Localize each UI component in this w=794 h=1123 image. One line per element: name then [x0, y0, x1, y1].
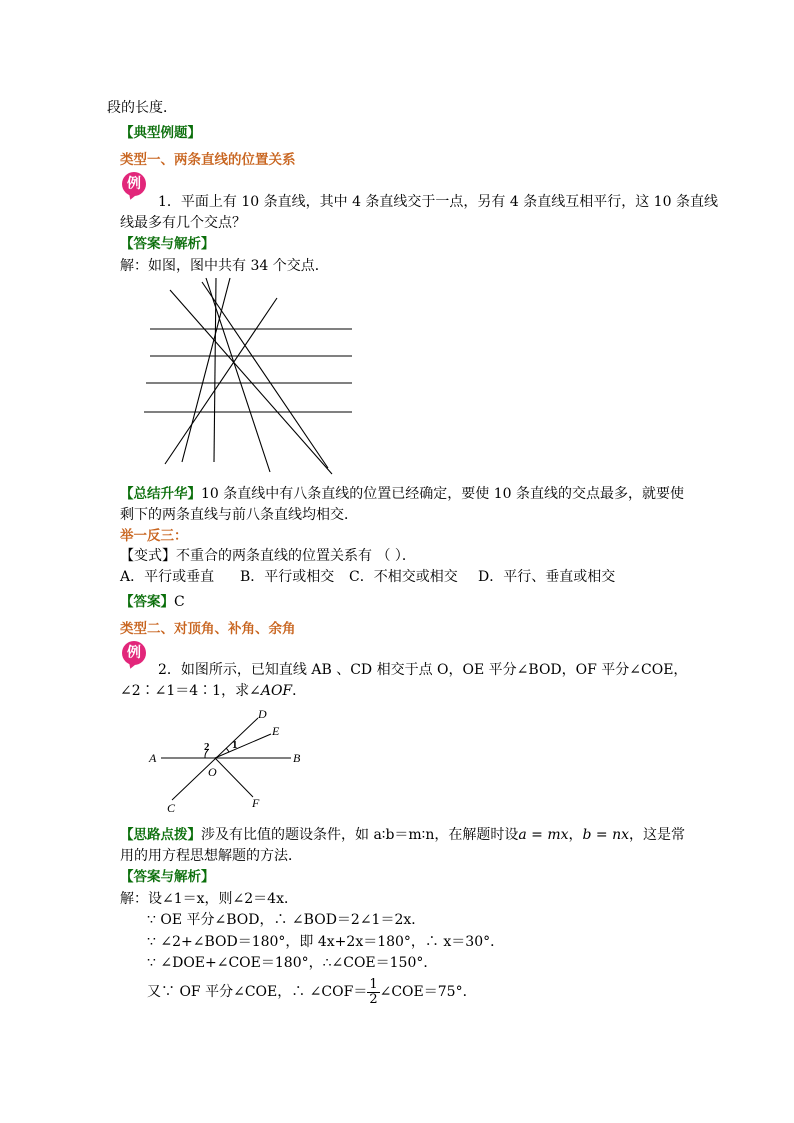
label-angle-1: 1: [232, 739, 238, 751]
option-b: B．平行或相交: [240, 569, 335, 585]
answer1-label: 【答案与解析】: [120, 236, 215, 252]
type1-heading: 类型一、两条直线的位置关系: [120, 152, 296, 168]
practice-answer-label: 【答案】: [120, 594, 174, 610]
fraction-numerator: 1: [369, 976, 378, 992]
summary-line1: [120, 484, 684, 504]
concurrent-line-2: [170, 290, 332, 474]
label-d: D: [258, 707, 267, 721]
practice-answer-value: C: [174, 594, 185, 610]
hint-line2: 用的用方程思想解题的方法．: [120, 848, 302, 864]
concurrent-line-4: [182, 278, 230, 462]
question1-line1: 1．平面上有 10 条直线，其中 4 条直线交于一点，另有 4 条直线互相平行，这 10 条直线: [158, 194, 718, 210]
hint-text-e: ，这是常: [629, 827, 686, 843]
question2-text-a: ∠2∶∠1＝4∶1，求∠: [120, 683, 261, 699]
hint-formula-b: b = nx: [582, 827, 630, 843]
summary-line2: 剩下的两条直线与前八条直线均相交．: [120, 507, 358, 523]
label-e: E: [272, 724, 280, 738]
question2-angle: AOF: [260, 683, 293, 699]
variant-question: 【变式】不重合的两条直线的位置关系有 （ ）．: [120, 548, 416, 564]
answer2-label: 【答案与解析】: [120, 869, 215, 885]
ray-of: [215, 758, 253, 797]
answer2-step3: ∵ ∠2+∠BOD＝180°，即 4x+2x＝180°，∴ x＝30°．: [147, 934, 505, 950]
answer2-step5: [147, 975, 477, 1009]
fraction-denominator: 2: [369, 991, 378, 1007]
answer2-step5-a: 又∵ OF 平分∠COE，∴ ∠COF＝: [147, 984, 368, 1000]
option-c: C．不相交或相交: [349, 569, 458, 585]
angle-arc-1: [226, 748, 229, 752]
answer2-step5-b: ∠COE＝75°．: [379, 984, 477, 1000]
figure-intersecting-lines: [145, 704, 325, 816]
question2-text-c: ．: [292, 683, 307, 699]
question2-line1: 2．如图所示，已知直线 AB 、CD 相交于点 O，OE 平分∠BOD，OF 平分∠COE，: [158, 662, 688, 678]
concurrent-line-3: [202, 282, 328, 468]
answer2-step2: ∵ OE 平分∠BOD，∴ ∠BOD＝2∠1＝2x．: [147, 912, 426, 928]
summary-text-1: 10 条直线中有八条直线的位置已经确定，要使 10 条直线的交点最多，就要使: [201, 486, 684, 502]
example-badge-2: 例: [122, 641, 146, 665]
intro-line: 段的长度．: [107, 100, 177, 116]
hint-formula-a: a = mx: [518, 827, 569, 843]
hint-text-c: ，: [568, 827, 583, 843]
option-d: D．平行、垂直或相交: [478, 569, 616, 585]
line-cd: [172, 718, 258, 800]
label-c: C: [167, 801, 176, 815]
label-angle-2: 2: [204, 741, 210, 753]
hint-label: 【思路点拨】: [120, 827, 201, 843]
summary-label: 【总结升华】: [120, 486, 201, 502]
example-badge-1: 例: [122, 172, 146, 196]
answer2-step1: 解：设∠1＝x，则∠2＝4x．: [120, 891, 298, 907]
hint-line1: [120, 825, 685, 845]
label-b: B: [293, 751, 301, 765]
type2-heading: 类型二、对顶角、补角、余角: [120, 621, 296, 637]
label-o: O: [208, 765, 217, 779]
fraction-one-half: [367, 978, 379, 1007]
figure-ten-lines: [140, 276, 370, 476]
label-a: A: [149, 751, 157, 765]
answer2-step4: ∵ ∠DOE+∠COE＝180°，∴∠COE＝150°．: [147, 955, 438, 971]
section-examples-heading: 【典型例题】: [120, 125, 201, 141]
practice-heading: 举一反三：: [120, 528, 188, 544]
label-f: F: [252, 796, 260, 810]
practice-answer: [120, 592, 185, 612]
answer1-text: 解：如图，图中共有 34 个交点．: [120, 258, 329, 274]
question1-line2: 线最多有几个交点？: [120, 215, 246, 231]
ray-oe: [215, 734, 271, 758]
question2-line2: [120, 681, 306, 701]
option-a: A．平行或垂直: [120, 569, 215, 585]
hint-text-a: 涉及有比值的题设条件，如 a∶b＝m∶n，在解题时设: [201, 827, 519, 843]
